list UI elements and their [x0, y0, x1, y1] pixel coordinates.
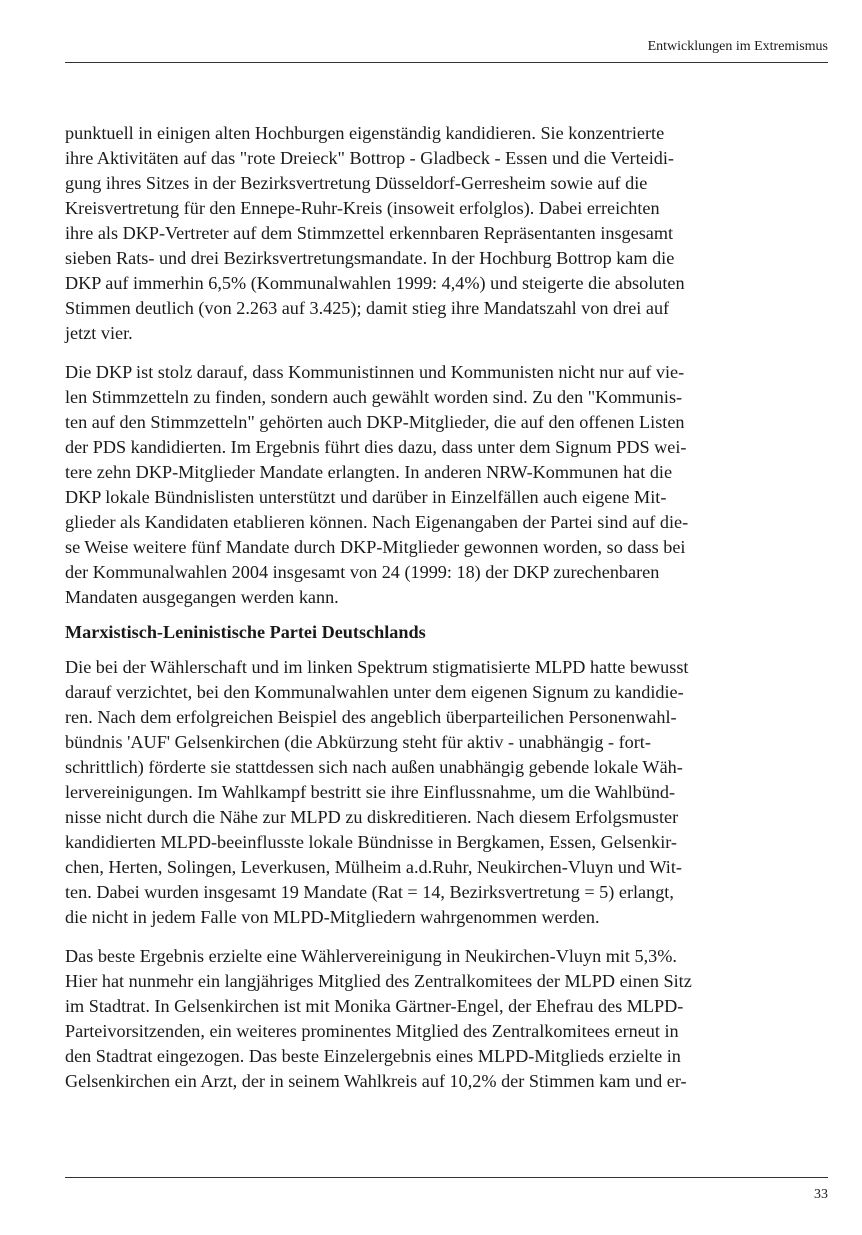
paragraph-spacer — [65, 610, 785, 620]
text-line: ten. Dabei wurden insgesamt 19 Mandate (Rat = 14, Bezirksvertretung = 5) erlangt, — [65, 882, 674, 902]
paragraph — [65, 360, 785, 610]
text-line: glieder als Kandidaten etablieren können. Nach Eigenangaben der Partei sind auf die- — [65, 512, 689, 532]
text-line: Das beste Ergebnis erzielte eine Wählervereinigung in Neukirchen-Vluyn mit 5,3%. — [65, 946, 677, 966]
running-header: Entwicklungen im Extremismus — [647, 39, 828, 54]
text-line: gung ihres Sitzes in der Bezirksvertretung Düsseldorf-Gerresheim sowie auf die — [65, 173, 648, 193]
text-line: Die DKP ist stolz darauf, dass Kommunistinnen und Kommunisten nicht nur auf vie- — [65, 362, 685, 382]
paragraph-spacer — [65, 346, 785, 360]
text-line: DKP auf immerhin 6,5% (Kommunalwahlen 1999: 4,4%) und steigerte die absoluten — [65, 273, 685, 293]
paragraph — [65, 655, 785, 930]
text-line: tere zehn DKP-Mitglieder Mandate erlangten. In anderen NRW-Kommunen hat die — [65, 462, 673, 482]
text-line: Gelsenkirchen ein Arzt, der in seinem Wahlkreis auf 10,2% der Stimmen kam und er- — [65, 1071, 687, 1091]
text-line: nisse nicht durch die Nähe zur MLPD zu diskreditieren. Nach diesem Erfolgsmuster — [65, 807, 679, 827]
section-heading: Marxistisch-Leninistische Partei Deutschlands — [65, 622, 426, 642]
paragraph — [65, 121, 785, 346]
text-line: lervereinigungen. Im Wahlkampf bestritt sie ihre Einflussnahme, um die Wahlbünd- — [65, 782, 676, 802]
text-line: jetzt vier. — [65, 323, 133, 343]
text-line: bündnis 'AUF' Gelsenkirchen (die Abkürzung steht für aktiv - unabhängig - fort- — [65, 732, 651, 752]
text-line: schrittlich) förderte sie stattdessen sich nach außen unabhängig gebende lokale Wäh- — [65, 757, 683, 777]
header-rule — [65, 62, 828, 63]
text-line: ten auf den Stimmzetteln" gehörten auch DKP-Mitglieder, die auf den offenen Listen — [65, 412, 685, 432]
text-line: ren. Nach dem erfolgreichen Beispiel des angeblich überparteilichen Personenwahl- — [65, 707, 677, 727]
body-text — [65, 121, 785, 1094]
text-line: im Stadtrat. In Gelsenkirchen ist mit Monika Gärtner-Engel, der Ehefrau des MLPD- — [65, 996, 684, 1016]
text-line: ihre als DKP-Vertreter auf dem Stimmzettel erkennbaren Repräsentanten insgesamt — [65, 223, 674, 243]
text-line: Parteivorsitzenden, ein weiteres prominentes Mitglied des Zentralkomitees erneut in — [65, 1021, 679, 1041]
text-line: Hier hat nunmehr ein langjähriges Mitglied des Zentralkomitees der MLPD einen Sitz — [65, 971, 692, 991]
text-line: sieben Rats- und drei Bezirksvertretungsmandate. In der Hochburg Bottrop kam die — [65, 248, 675, 268]
text-line: kandidierten MLPD-beeinflusste lokale Bündnisse in Bergkamen, Essen, Gelsenkir- — [65, 832, 677, 852]
text-line: len Stimmzetteln zu finden, sondern auch gewählt worden sind. Zu den "Kommunis- — [65, 387, 683, 407]
text-line: den Stadtrat eingezogen. Das beste Einzelergebnis eines MLPD-Mitglieds erzielte in — [65, 1046, 681, 1066]
paragraph-spacer — [65, 930, 785, 944]
text-line: Die bei der Wählerschaft und im linken Spektrum stigmatisierte MLPD hatte bewusst — [65, 657, 689, 677]
text-line: punktuell in einigen alten Hochburgen eigenständig kandidieren. Sie konzentrierte — [65, 123, 665, 143]
text-line: Stimmen deutlich (von 2.263 auf 3.425); damit stieg ihre Mandatszahl von drei auf — [65, 298, 670, 318]
text-line: der PDS kandidierten. Im Ergebnis führt dies dazu, dass unter dem Signum PDS wei- — [65, 437, 687, 457]
text-line: se Weise weitere fünf Mandate durch DKP-Mitglieder gewonnen worden, so dass bei — [65, 537, 686, 557]
paragraph-spacer — [65, 645, 785, 655]
text-line: chen, Herten, Solingen, Leverkusen, Mülheim a.d.Ruhr, Neukirchen-Vluyn und Wit- — [65, 857, 682, 877]
text-line: Mandaten ausgegangen werden kann. — [65, 587, 339, 607]
paragraph — [65, 944, 785, 1094]
page-number: 33 — [814, 1187, 828, 1202]
text-line: Kreisvertretung für den Ennepe-Ruhr-Kreis (insoweit erfolglos). Dabei erreichten — [65, 198, 660, 218]
footer-rule — [65, 1177, 828, 1178]
text-line: DKP lokale Bündnislisten unterstützt und darüber in Einzelfällen auch eigene Mit- — [65, 487, 667, 507]
text-line: ihre Aktivitäten auf das "rote Dreieck" Bottrop - Gladbeck - Essen und die Verteidi- — [65, 148, 674, 168]
text-line: die nicht in jedem Falle von MLPD-Mitgliedern wahrgenommen werden. — [65, 907, 600, 927]
text-line: darauf verzichtet, bei den Kommunalwahlen unter dem eigenen Signum zu kandidie- — [65, 682, 684, 702]
text-line: der Kommunalwahlen 2004 insgesamt von 24 (1999: 18) der DKP zurechenbaren — [65, 562, 660, 582]
